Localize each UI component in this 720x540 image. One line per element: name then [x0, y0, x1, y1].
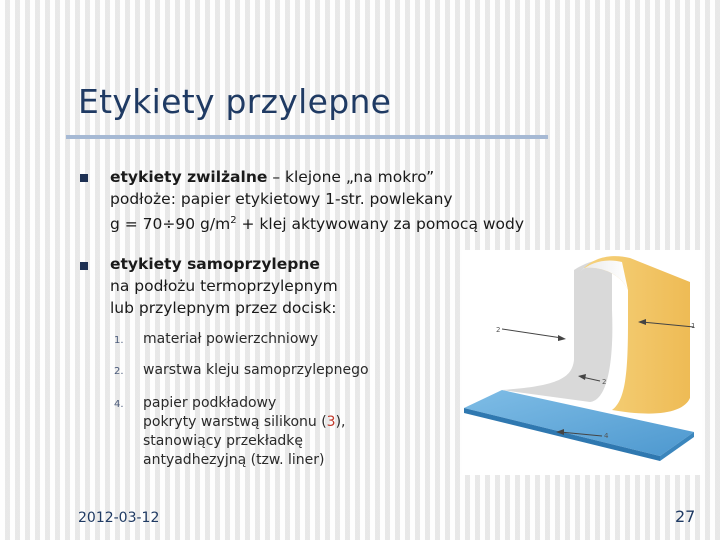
slide-title: Etykiety przylepne: [78, 82, 392, 121]
diagram-label-2a: 2: [496, 326, 501, 334]
subitem-3-line3: stanowiący przekładkę: [143, 433, 304, 449]
bullet-1-line3-sup: 2: [230, 215, 237, 226]
label-layers-illustration: [462, 250, 702, 475]
subitem-3-number: 4.: [114, 399, 124, 410]
subitem-3-line2-highlight: 3: [326, 414, 336, 430]
subitem-1-number: 1.: [114, 335, 124, 346]
bullet-1-rest: – klejone „na mokro”: [267, 168, 435, 186]
bullet-2-line3: lub przylepnym przez docisk:: [110, 299, 337, 317]
bullet-1-line2: podłoże: papier etykietowy 1-str. powlekany: [110, 190, 453, 208]
adhesive-layer: [502, 259, 612, 402]
subitem-2-text: warstwa kleju samoprzylepnego: [143, 362, 369, 378]
diagram-label-4: 4: [604, 432, 609, 440]
subitem-3-line4: antyadhezyjną (tzw. liner): [143, 452, 325, 468]
bullet-marker: [80, 174, 88, 182]
footer-date: 2012-03-12: [78, 510, 160, 526]
bullet-1-line3-post: + klej aktywowany za pomocą wody: [236, 215, 525, 234]
bullet-1-heading: etykiety zwilżalne: [110, 168, 268, 186]
subitem-2-number: 2.: [114, 366, 124, 377]
page-number: 27: [675, 507, 696, 526]
bullet-2-line2: na podłożu termoprzylepnym: [110, 277, 338, 295]
bullet-2-heading: etykiety samoprzylepne: [110, 255, 320, 273]
bullet-marker: [80, 262, 88, 270]
diagram-label-1: 1: [691, 322, 696, 330]
title-underline: [66, 135, 548, 139]
bullet-2-text: [110, 253, 338, 319]
diagram-label-2b: 2: [602, 378, 607, 386]
subitem-3-line2-post: ),: [335, 414, 346, 430]
subitem-1-text: materiał powierzchniowy: [143, 331, 319, 347]
arrow-2a-head: [558, 335, 566, 341]
subitem-3-line2-pre: pokryty warstwą silikonu (: [143, 414, 327, 430]
subitem-3-text: [143, 394, 346, 470]
label-layers-diagram: [462, 250, 702, 475]
subitem-3-line1: papier podkładowy: [143, 395, 277, 411]
arrow-2a: [502, 329, 562, 338]
bullet-1-text: [110, 166, 524, 235]
bullet-1-line3-pre: g = 70÷90 g/m: [110, 215, 231, 234]
